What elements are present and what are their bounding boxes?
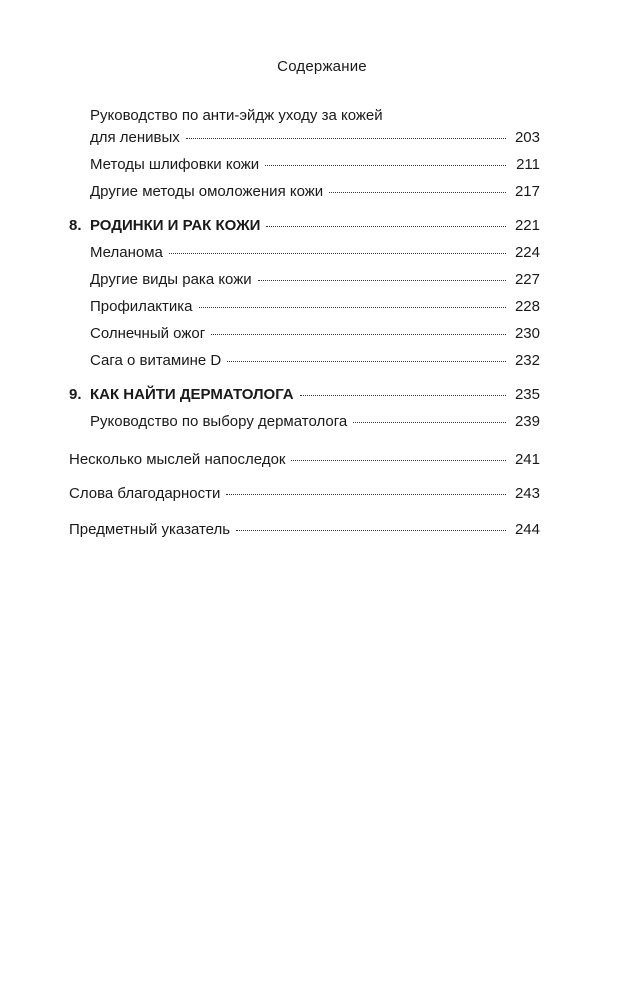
toc-page-number: 228: [514, 298, 540, 315]
toc-chapter-title: КАК НАЙТИ ДЕРМАТОЛОГА: [90, 386, 294, 403]
dot-leader: [300, 394, 506, 396]
dot-leader: [329, 191, 506, 193]
dot-leader: [291, 459, 506, 461]
dot-leader: [353, 421, 506, 423]
dot-leader: [199, 306, 507, 308]
toc-page-number: 235: [514, 386, 540, 403]
dot-leader: [211, 333, 506, 335]
toc-page-number: 244: [514, 521, 540, 538]
toc-chapter-entry[interactable]: [69, 385, 540, 405]
toc-entry[interactable]: [69, 484, 540, 504]
toc-entry-title: Другие методы омоложения кожи: [90, 183, 324, 200]
toc-page-number: 243: [514, 485, 540, 502]
toc-entry[interactable]: [90, 412, 540, 432]
toc-entry-title-line: Руководство по анти-эйдж уходу за кожей: [90, 107, 383, 124]
toc-entry-title: Солнечный ожог: [90, 325, 206, 342]
toc-page-number: 230: [514, 325, 540, 342]
toc-page-number: 221: [514, 217, 540, 234]
toc-page-number: 239: [514, 413, 540, 430]
running-head: Содержание: [277, 58, 367, 75]
toc-entry[interactable]: [90, 155, 540, 175]
toc-entry-title: Профилактика: [90, 298, 193, 315]
toc-page-number: 227: [514, 271, 540, 288]
toc-entry[interactable]: [69, 520, 540, 540]
toc-entry[interactable]: [90, 128, 540, 148]
toc-chapter-entry[interactable]: [69, 216, 540, 236]
dot-leader: [186, 137, 506, 139]
toc-entry-title: Руководство по выбору дерматолога: [90, 413, 348, 430]
toc-entry-title: Методы шлифовки кожи: [90, 156, 260, 173]
toc-page-number: 211: [516, 156, 540, 173]
toc-entry-title: Другие виды рака кожи: [90, 271, 252, 288]
dot-leader: [227, 360, 506, 362]
toc-entry[interactable]: [90, 270, 540, 290]
dot-leader: [266, 225, 506, 227]
toc-entry-title: Слова благодарности: [69, 485, 221, 502]
toc-chapter-title: РОДИНКИ И РАК КОЖИ: [90, 217, 261, 234]
toc-entry[interactable]: [90, 297, 540, 317]
dot-leader: [265, 164, 506, 166]
toc-entry-title: для ленивых: [90, 129, 180, 146]
toc-entry[interactable]: [90, 182, 540, 202]
toc-entry-title: Несколько мыслей напоследок: [69, 451, 286, 468]
toc-page-number: 232: [514, 352, 540, 369]
toc-entry-title: Предметный указатель: [69, 521, 231, 538]
toc-entry[interactable]: [90, 324, 540, 344]
toc-entry[interactable]: [90, 243, 540, 263]
toc-entry-title: Меланома: [90, 244, 163, 261]
toc-page-number: 203: [514, 129, 540, 146]
dot-leader: [236, 529, 506, 531]
dot-leader: [258, 279, 506, 281]
toc-page-number: 217: [514, 183, 540, 200]
toc-entry[interactable]: [69, 450, 540, 470]
toc-entry-title: Сага о витамине D: [90, 352, 222, 369]
dot-leader: [226, 493, 506, 495]
toc-entry[interactable]: [90, 351, 540, 371]
toc-page-number: 224: [514, 244, 540, 261]
dot-leader: [169, 252, 506, 254]
chapter-number: 9.: [69, 386, 82, 403]
toc-page-number: 241: [514, 451, 540, 468]
chapter-number: 8.: [69, 217, 82, 234]
